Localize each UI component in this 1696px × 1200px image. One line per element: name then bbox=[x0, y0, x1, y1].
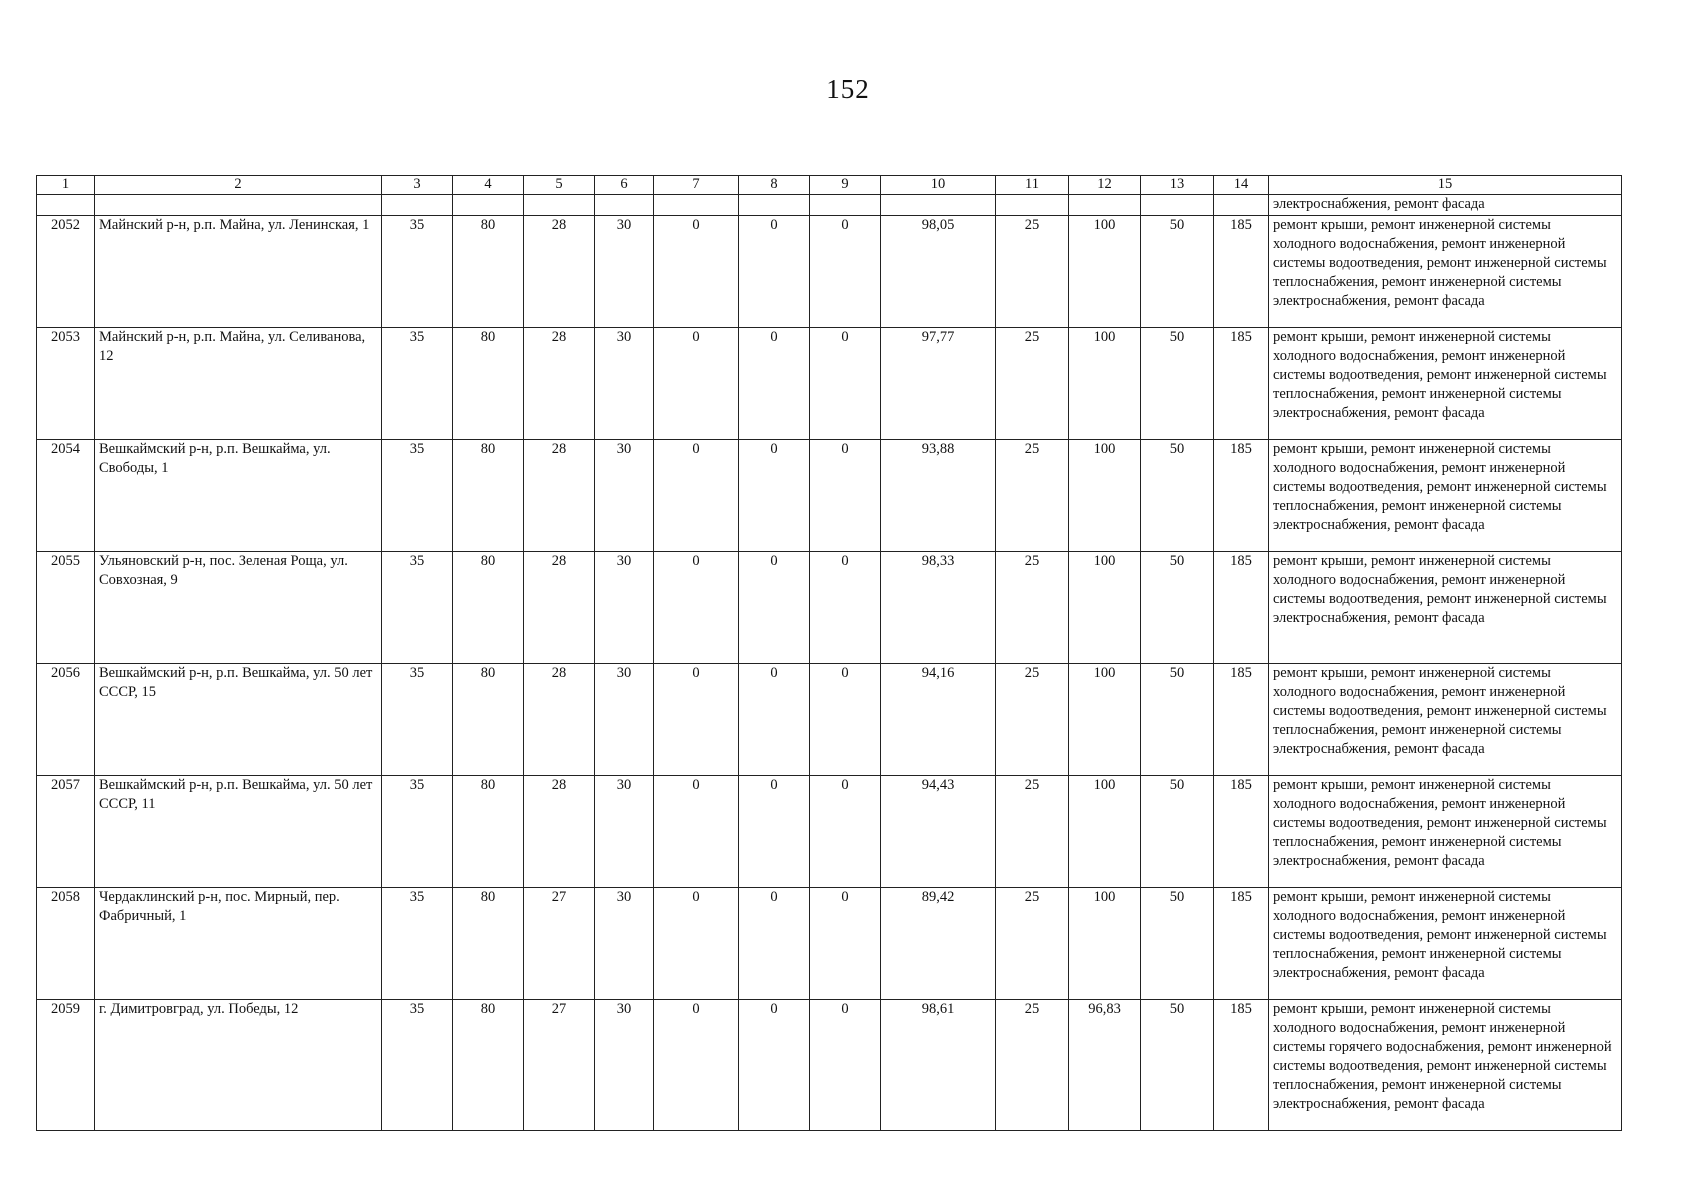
works-cell: ремонт крыши, ремонт инженерной системы холодного водоснабжения, ремонт инженерной системы водоотведения, ремонт инженерной системы электроснабжения, ремонт фасада bbox=[1269, 552, 1622, 664]
column-header: 5 bbox=[524, 176, 595, 195]
value-cell-c13: 50 bbox=[1141, 552, 1214, 664]
value-cell-c9: 0 bbox=[810, 664, 881, 776]
column-header: 6 bbox=[595, 176, 654, 195]
column-header: 2 bbox=[95, 176, 382, 195]
table-row bbox=[37, 216, 1622, 328]
value-cell-c4: 80 bbox=[453, 888, 524, 1000]
value-cell-c13: 50 bbox=[1141, 216, 1214, 328]
column-header: 1 bbox=[37, 176, 95, 195]
value-cell-c3: 35 bbox=[382, 888, 453, 1000]
table-row bbox=[37, 888, 1622, 1000]
column-header: 3 bbox=[382, 176, 453, 195]
value-cell-c5: 28 bbox=[524, 664, 595, 776]
row-number-cell: 2059 bbox=[37, 1000, 95, 1131]
value-cell-c7: 0 bbox=[654, 552, 739, 664]
column-header: 8 bbox=[739, 176, 810, 195]
row-number-cell: 2057 bbox=[37, 776, 95, 888]
address-cell: Чердаклинский р-н, пос. Мирный, пер. Фабричный, 1 bbox=[95, 888, 382, 1000]
row-number-cell: 2054 bbox=[37, 440, 95, 552]
value-cell-c7: 0 bbox=[654, 664, 739, 776]
value-cell-c10: 98,61 bbox=[881, 1000, 996, 1131]
value-cell-c5: 27 bbox=[524, 888, 595, 1000]
value-cell-c3: 35 bbox=[382, 216, 453, 328]
value-cell-c11: 25 bbox=[996, 552, 1069, 664]
value-cell-c11: 25 bbox=[996, 216, 1069, 328]
value-cell-c11: 25 bbox=[996, 1000, 1069, 1131]
value-cell-c8: 0 bbox=[739, 216, 810, 328]
value-cell-c12: 100 bbox=[1069, 888, 1141, 1000]
value-cell-c9: 0 bbox=[810, 216, 881, 328]
value-cell-c5: 27 bbox=[524, 1000, 595, 1131]
value-cell-c6: 30 bbox=[595, 440, 654, 552]
value-cell-c8: 0 bbox=[739, 664, 810, 776]
value-cell-c12: 100 bbox=[1069, 776, 1141, 888]
column-header: 12 bbox=[1069, 176, 1141, 195]
works-cell: ремонт крыши, ремонт инженерной системы холодного водоснабжения, ремонт инженерной системы водоотведения, ремонт инженерной системы теплоснабжения, ремонт инженерной системы электроснабжения, ремонт фасада bbox=[1269, 440, 1622, 552]
value-cell-c12: 100 bbox=[1069, 440, 1141, 552]
value-cell-c3: 35 bbox=[382, 440, 453, 552]
value-cell-c9: 0 bbox=[810, 776, 881, 888]
value-cell-c10: 94,43 bbox=[881, 776, 996, 888]
row-number-cell: 2053 bbox=[37, 328, 95, 440]
value-cell-c3: 35 bbox=[382, 776, 453, 888]
value-cell-c8: 0 bbox=[739, 552, 810, 664]
value-cell-c12: 100 bbox=[1069, 664, 1141, 776]
value-cell-c4: 80 bbox=[453, 664, 524, 776]
works-cell: ремонт крыши, ремонт инженерной системы холодного водоснабжения, ремонт инженерной системы водоотведения, ремонт инженерной системы теплоснабжения, ремонт инженерной системы электроснабжения, ремонт фасада bbox=[1269, 216, 1622, 328]
value-cell-c4: 80 bbox=[453, 552, 524, 664]
value-cell-c9: 0 bbox=[810, 888, 881, 1000]
value-cell-c6: 30 bbox=[595, 1000, 654, 1131]
value-cell-c14: 185 bbox=[1214, 216, 1269, 328]
value-cell-c3: 35 bbox=[382, 664, 453, 776]
value-cell-c6: 30 bbox=[595, 216, 654, 328]
value-cell-c11: 25 bbox=[996, 440, 1069, 552]
value-cell-c10: 94,16 bbox=[881, 664, 996, 776]
value-cell-c4: 80 bbox=[453, 216, 524, 328]
column-header: 4 bbox=[453, 176, 524, 195]
value-cell-c10: 97,77 bbox=[881, 328, 996, 440]
value-cell-c11: 25 bbox=[996, 888, 1069, 1000]
value-cell-c7: 0 bbox=[654, 328, 739, 440]
table-row bbox=[37, 552, 1622, 664]
value-cell-c13: 50 bbox=[1141, 440, 1214, 552]
value-cell-c6: 30 bbox=[595, 776, 654, 888]
column-header: 14 bbox=[1214, 176, 1269, 195]
value-cell-c5: 28 bbox=[524, 216, 595, 328]
value-cell-c6: 30 bbox=[595, 888, 654, 1000]
works-cell: ремонт крыши, ремонт инженерной системы холодного водоснабжения, ремонт инженерной системы водоотведения, ремонт инженерной системы теплоснабжения, ремонт инженерной системы электроснабжения, ремонт фасада bbox=[1269, 328, 1622, 440]
value-cell-c14: 185 bbox=[1214, 776, 1269, 888]
row-number-cell: 2055 bbox=[37, 552, 95, 664]
value-cell-c3: 35 bbox=[382, 552, 453, 664]
address-cell: Вешкаймский р-н, р.п. Вешкайма, ул. Свободы, 1 bbox=[95, 440, 382, 552]
value-cell-c11: 25 bbox=[996, 776, 1069, 888]
value-cell-c4: 80 bbox=[453, 440, 524, 552]
value-cell-c8: 0 bbox=[739, 1000, 810, 1131]
value-cell-c4: 80 bbox=[453, 328, 524, 440]
value-cell-c8: 0 bbox=[739, 328, 810, 440]
table-row bbox=[37, 664, 1622, 776]
address-cell: Майнский р-н, р.п. Майна, ул. Ленинская, 1 bbox=[95, 216, 382, 328]
address-cell: Вешкаймский р-н, р.п. Вешкайма, ул. 50 лет СССР, 11 bbox=[95, 776, 382, 888]
value-cell-c14: 185 bbox=[1214, 664, 1269, 776]
column-header: 15 bbox=[1269, 176, 1622, 195]
column-header: 9 bbox=[810, 176, 881, 195]
works-cell: ремонт крыши, ремонт инженерной системы холодного водоснабжения, ремонт инженерной системы водоотведения, ремонт инженерной системы теплоснабжения, ремонт инженерной системы электроснабжения, ремонт фасада bbox=[1269, 664, 1622, 776]
value-cell-c10: 98,05 bbox=[881, 216, 996, 328]
value-cell-c8: 0 bbox=[739, 776, 810, 888]
value-cell-c12: 100 bbox=[1069, 552, 1141, 664]
value-cell-c10: 98,33 bbox=[881, 552, 996, 664]
data-table bbox=[36, 175, 1622, 1131]
address-cell: Ульяновский р-н, пос. Зеленая Роща, ул. Совхозная, 9 bbox=[95, 552, 382, 664]
table-row bbox=[37, 440, 1622, 552]
value-cell-c5: 28 bbox=[524, 440, 595, 552]
value-cell-c13: 50 bbox=[1141, 888, 1214, 1000]
value-cell-c12: 96,83 bbox=[1069, 1000, 1141, 1131]
address-cell: Вешкаймский р-н, р.п. Вешкайма, ул. 50 лет СССР, 15 bbox=[95, 664, 382, 776]
value-cell-c8: 0 bbox=[739, 440, 810, 552]
value-cell-c7: 0 bbox=[654, 776, 739, 888]
address-cell: Майнский р-н, р.п. Майна, ул. Селиванова, 12 bbox=[95, 328, 382, 440]
value-cell-c9: 0 bbox=[810, 328, 881, 440]
value-cell-c8: 0 bbox=[739, 888, 810, 1000]
works-cell: ремонт крыши, ремонт инженерной системы холодного водоснабжения, ремонт инженерной системы водоотведения, ремонт инженерной системы теплоснабжения, ремонт инженерной системы электроснабжения, ремонт фасада bbox=[1269, 888, 1622, 1000]
row-number-cell: 2056 bbox=[37, 664, 95, 776]
value-cell-c12: 100 bbox=[1069, 328, 1141, 440]
continuation-row bbox=[37, 195, 1622, 216]
value-cell-c13: 50 bbox=[1141, 1000, 1214, 1131]
value-cell-c14: 185 bbox=[1214, 888, 1269, 1000]
value-cell-c4: 80 bbox=[453, 1000, 524, 1131]
value-cell-c5: 28 bbox=[524, 328, 595, 440]
value-cell-c4: 80 bbox=[453, 776, 524, 888]
value-cell-c6: 30 bbox=[595, 552, 654, 664]
column-header: 13 bbox=[1141, 176, 1214, 195]
value-cell-c5: 28 bbox=[524, 776, 595, 888]
column-number-row bbox=[37, 176, 1622, 195]
value-cell-c7: 0 bbox=[654, 888, 739, 1000]
value-cell-c3: 35 bbox=[382, 1000, 453, 1131]
value-cell-c7: 0 bbox=[654, 440, 739, 552]
works-cell: ремонт крыши, ремонт инженерной системы холодного водоснабжения, ремонт инженерной системы водоотведения, ремонт инженерной системы теплоснабжения, ремонт инженерной системы электроснабжения, ремонт фасада bbox=[1269, 776, 1622, 888]
value-cell-c9: 0 bbox=[810, 1000, 881, 1131]
value-cell-c7: 0 bbox=[654, 216, 739, 328]
table-row bbox=[37, 1000, 1622, 1131]
table-body bbox=[37, 176, 1622, 1131]
table-row bbox=[37, 328, 1622, 440]
value-cell-c3: 35 bbox=[382, 328, 453, 440]
column-header: 11 bbox=[996, 176, 1069, 195]
value-cell-c10: 89,42 bbox=[881, 888, 996, 1000]
works-continuation: электроснабжения, ремонт фасада bbox=[1269, 195, 1622, 216]
value-cell-c5: 28 bbox=[524, 552, 595, 664]
value-cell-c9: 0 bbox=[810, 552, 881, 664]
works-cell: ремонт крыши, ремонт инженерной системы холодного водоснабжения, ремонт инженерной системы горячего водоснабжения, ремонт инженерной системы водоотведения, ремонт инженерной системы теплоснабжения, ремонт инженерной системы электроснабжения, ремонт фасада bbox=[1269, 1000, 1622, 1131]
value-cell-c11: 25 bbox=[996, 328, 1069, 440]
value-cell-c14: 185 bbox=[1214, 1000, 1269, 1131]
value-cell-c13: 50 bbox=[1141, 328, 1214, 440]
address-cell: г. Димитровград, ул. Победы, 12 bbox=[95, 1000, 382, 1131]
value-cell-c13: 50 bbox=[1141, 776, 1214, 888]
page-number: 152 bbox=[826, 74, 870, 104]
value-cell-c7: 0 bbox=[654, 1000, 739, 1131]
value-cell-c14: 185 bbox=[1214, 440, 1269, 552]
value-cell-c14: 185 bbox=[1214, 552, 1269, 664]
value-cell-c11: 25 bbox=[996, 664, 1069, 776]
column-header: 10 bbox=[881, 176, 996, 195]
row-number-cell: 2058 bbox=[37, 888, 95, 1000]
value-cell-c12: 100 bbox=[1069, 216, 1141, 328]
table-row bbox=[37, 776, 1622, 888]
column-header: 7 bbox=[654, 176, 739, 195]
row-number-cell: 2052 bbox=[37, 216, 95, 328]
value-cell-c10: 93,88 bbox=[881, 440, 996, 552]
value-cell-c6: 30 bbox=[595, 664, 654, 776]
value-cell-c13: 50 bbox=[1141, 664, 1214, 776]
value-cell-c6: 30 bbox=[595, 328, 654, 440]
value-cell-c9: 0 bbox=[810, 440, 881, 552]
value-cell-c14: 185 bbox=[1214, 328, 1269, 440]
